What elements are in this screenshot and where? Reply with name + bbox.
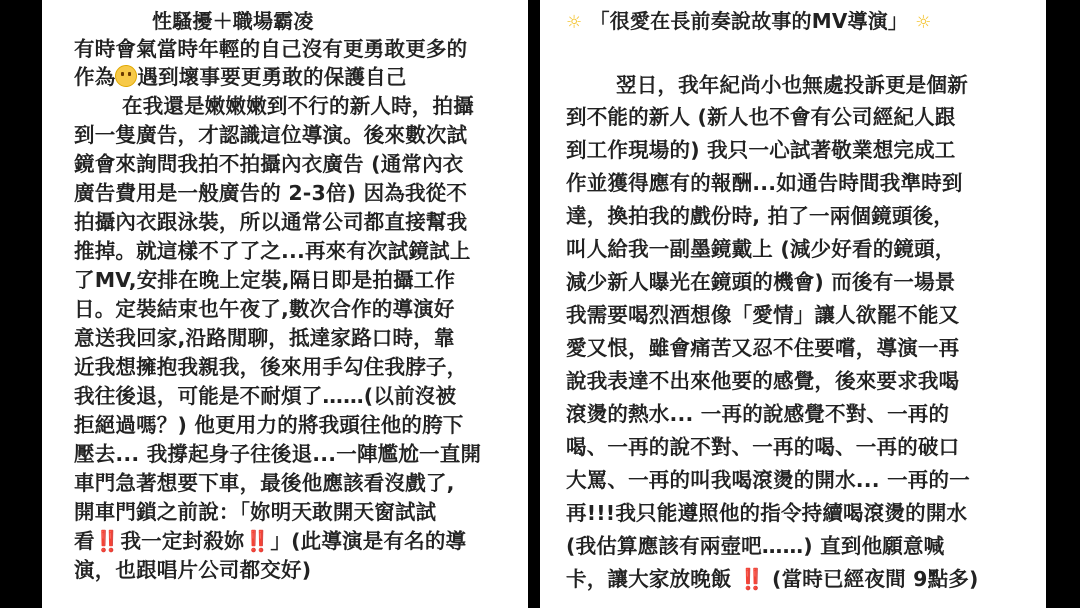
right-title: 「很愛在長前奏說故事的MV導演」	[589, 9, 909, 33]
text-line: 鏡會來詢問我拍不拍攝內衣廣告 (通常內衣	[74, 152, 464, 176]
text-line: 日。定裝結束也午夜了,數次合作的導演好	[74, 297, 455, 321]
text-fragment: 看	[74, 529, 95, 553]
text-line: 我需要喝烈酒想像「愛情」讓人欲罷不能又	[566, 303, 960, 327]
text-line: 喝、一再的說不對、一再的喝、一再的破口	[566, 435, 960, 459]
text-fragment: 我一定封殺妳	[120, 529, 245, 553]
text-line: 壓去... 我撐起身子往後退...一陣尷尬一直開	[74, 442, 482, 466]
double-exclamation-icon: ‼️	[94, 529, 121, 553]
text-line: 廣告費用是一般廣告的 2-3倍) 因為我從不	[74, 181, 468, 205]
right-text-panel	[540, 0, 1046, 608]
text-line: 到不能的新人 (新人也不會有公司經紀人跟	[566, 105, 956, 129]
text-line: (我估算應該有兩壺吧……) 直到他願意喊	[566, 534, 945, 558]
text-line: 近我想擁抱我親我，後來用手勾住我脖子，	[74, 355, 468, 379]
text-fragment: 遇到壞事要更勇敢的保護自己	[137, 65, 407, 89]
text-line: 意送我回家,沿路閒聊，抵達家路口時，靠	[74, 326, 455, 350]
text-line: 到一隻廣告，才認識這位導演。後來數次試	[74, 123, 468, 147]
text-line: 拍攝內衣跟泳裝，所以通常公司都直接幫我	[74, 210, 468, 234]
text-line: 有時會氣當時年輕的自己沒有更勇敢更多的	[74, 37, 468, 61]
text-line: 減少新人曝光在鏡頭的機會) 而後有一場景	[566, 270, 956, 294]
sun-icon: ☼	[915, 12, 932, 33]
right-title-row	[566, 8, 932, 36]
text-line: 叫人給我一副墨鏡戴上 (減少好看的鏡頭，	[566, 237, 956, 261]
text-fragment: (當時已經夜間 9點多)	[772, 567, 979, 591]
text-line: 拒絕過嗎？) 他更用力的將我頭往他的胯下	[74, 413, 464, 437]
text-line: 翌日，我年紀尚小也無處投訴更是個新	[616, 73, 968, 97]
fearful-face-icon	[115, 65, 137, 87]
text-line	[74, 528, 466, 554]
text-line: 作並獲得應有的報酬...如通告時間我準時到	[566, 171, 963, 195]
left-text-panel	[42, 0, 528, 608]
text-line: 到工作現場的) 我只一心試著敬業想完成工	[566, 138, 956, 162]
text-line	[566, 566, 979, 592]
text-line: 滾燙的熱水... 一再的說感覺不對、一再的	[566, 402, 950, 426]
text-line: 說我表達不出來他要的感覺，後來要求我喝	[566, 369, 960, 393]
text-line: 再!!!我只能遵照他的指令持續喝滾燙的開水	[566, 501, 968, 525]
text-line: 車門急著想要下車，最後他應該看沒戲了,	[74, 471, 455, 495]
text-line: 達，換拍我的戲份時, 拍了一兩個鏡頭後，	[566, 204, 954, 228]
text-line: 了MV,安排在晚上定裝,隔日即是拍攝工作	[74, 268, 456, 292]
text-fragment: 作為	[74, 65, 116, 89]
text-fragment: 」(此導演是有名的導	[270, 529, 467, 553]
text-line: 推掉。就這樣不了了之...再來有次試鏡試上	[74, 239, 471, 263]
text-line: 大罵、一再的叫我喝滾燙的開水... 一再的一	[566, 468, 970, 492]
text-line: 在我還是嫩嫩嫩到不行的新人時，拍攝	[122, 94, 474, 118]
double-exclamation-icon: ‼️	[738, 567, 765, 591]
double-exclamation-icon: ‼️	[244, 529, 271, 553]
text-line: 愛又恨，雖會痛苦又忍不住要嚐，導演一再	[566, 336, 960, 360]
text-line: 演，也跟唱片公司都交好)	[74, 558, 312, 582]
sun-icon: ☼	[566, 12, 583, 33]
text-line: 我往後退，可能是不耐煩了……(以前沒被	[74, 384, 457, 408]
text-fragment: 卡，讓大家放晚飯	[566, 567, 732, 591]
text-line	[74, 64, 407, 90]
left-title: 性騷擾＋職場霸凌	[152, 9, 314, 33]
text-line: 開車門鎖之前說：「妳明天敢開天窗試試	[74, 500, 437, 524]
